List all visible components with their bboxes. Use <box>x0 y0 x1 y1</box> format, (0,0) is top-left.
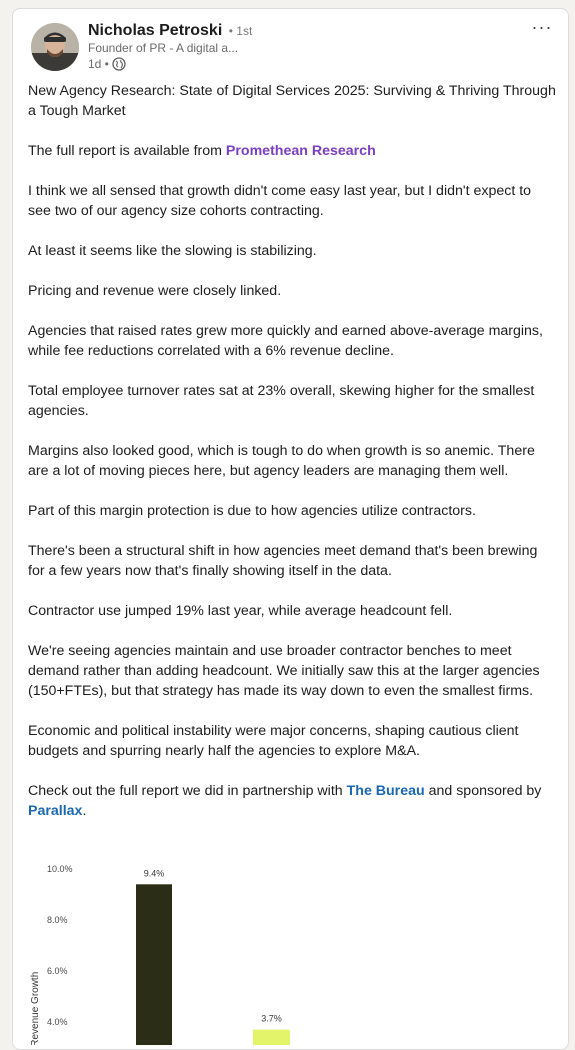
the-bureau-link[interactable]: The Bureau <box>346 783 425 799</box>
paragraph-text: and sponsored by <box>424 783 542 799</box>
author-name[interactable]: Nicholas Petroski <box>88 22 223 39</box>
bar-data-label: 3.7% <box>261 1013 282 1024</box>
post-paragraph: We're seeing agencies maintain and use broader contractor benches to meet demand rather than adding headcount. We initially saw this at the larger agencies (150+FTEs), but that strategy has made its way down to even the smallest firms. <box>28 643 540 699</box>
revenue-growth-chart[interactable] <box>28 855 358 1045</box>
post-paragraph: I think we all sensed that growth didn't come easy last year, but I didn't expect to see two of our agency size cohorts contracting. <box>28 183 532 219</box>
post-paragraph: Margins also looked good, which is tough to do when growth is so anemic. There are a lot of moving pieces here, but agency leaders are managing them well. <box>28 443 535 479</box>
paragraph-text: Check out the full report we did in partnership with <box>28 783 347 799</box>
post-paragraph: There's been a structural shift in how agencies meet demand that's been brewing for a few years now that's finally showing itself in the data. <box>28 543 538 579</box>
author-name-row <box>88 22 252 40</box>
post-paragraph: Pricing and revenue were closely linked. <box>28 283 282 299</box>
chart-svg <box>28 855 358 1045</box>
chart-bar <box>136 884 172 1045</box>
paragraph-text: The full report is available from <box>28 143 226 159</box>
post-paragraph: Part of this margin protection is due to how agencies utilize contractors. <box>28 503 476 519</box>
globe-icon <box>112 57 126 71</box>
post-paragraph: Contractor use jumped 19% last year, while average headcount fell. <box>28 603 453 619</box>
paragraph-text: . <box>82 803 87 819</box>
post-paragraph: At least it seems like the slowing is stabilizing. <box>28 243 317 259</box>
y-tick-label: 6.0% <box>47 966 68 976</box>
post-body <box>28 81 556 841</box>
post-meta <box>88 57 126 71</box>
y-tick-label: 8.0% <box>47 915 68 925</box>
y-tick-label: 4.0% <box>47 1017 68 1027</box>
bar-data-label: 9.4% <box>143 868 165 879</box>
post-paragraph <box>28 781 556 821</box>
author-avatar[interactable] <box>31 23 79 71</box>
post-paragraph <box>28 141 556 161</box>
post-paragraph: New Agency Research: State of Digital Services 2025: Surviving & Thriving Through a Tough Market <box>28 83 556 119</box>
post-card <box>12 8 569 1050</box>
post-time: 1d • <box>88 57 109 71</box>
parallax-link[interactable]: Parallax <box>28 803 83 819</box>
connection-degree: • 1st <box>228 24 253 38</box>
y-axis-label: Revenue Growth <box>30 971 41 1045</box>
post-paragraph: Agencies that raised rates grew more quickly and earned above-average margins, while fee reductions correlated with a 6% revenue decline. <box>28 323 543 359</box>
y-tick-label: 10.0% <box>47 864 73 874</box>
author-headline: Founder of PR - A digital a... <box>88 41 239 55</box>
promethean-research-link[interactable]: Promethean Research <box>225 143 376 159</box>
chart-bar <box>253 1030 290 1045</box>
avatar-image <box>31 23 79 71</box>
post-paragraph: Economic and political instability were major concerns, shaping cautious client budgets and spurring nearly half the agencies to explore M&A. <box>28 723 519 759</box>
post-paragraph: Total employee turnover rates sat at 23% overall, skewing higher for the smallest agencies. <box>28 383 535 419</box>
more-options-icon[interactable]: ··· <box>531 17 553 37</box>
